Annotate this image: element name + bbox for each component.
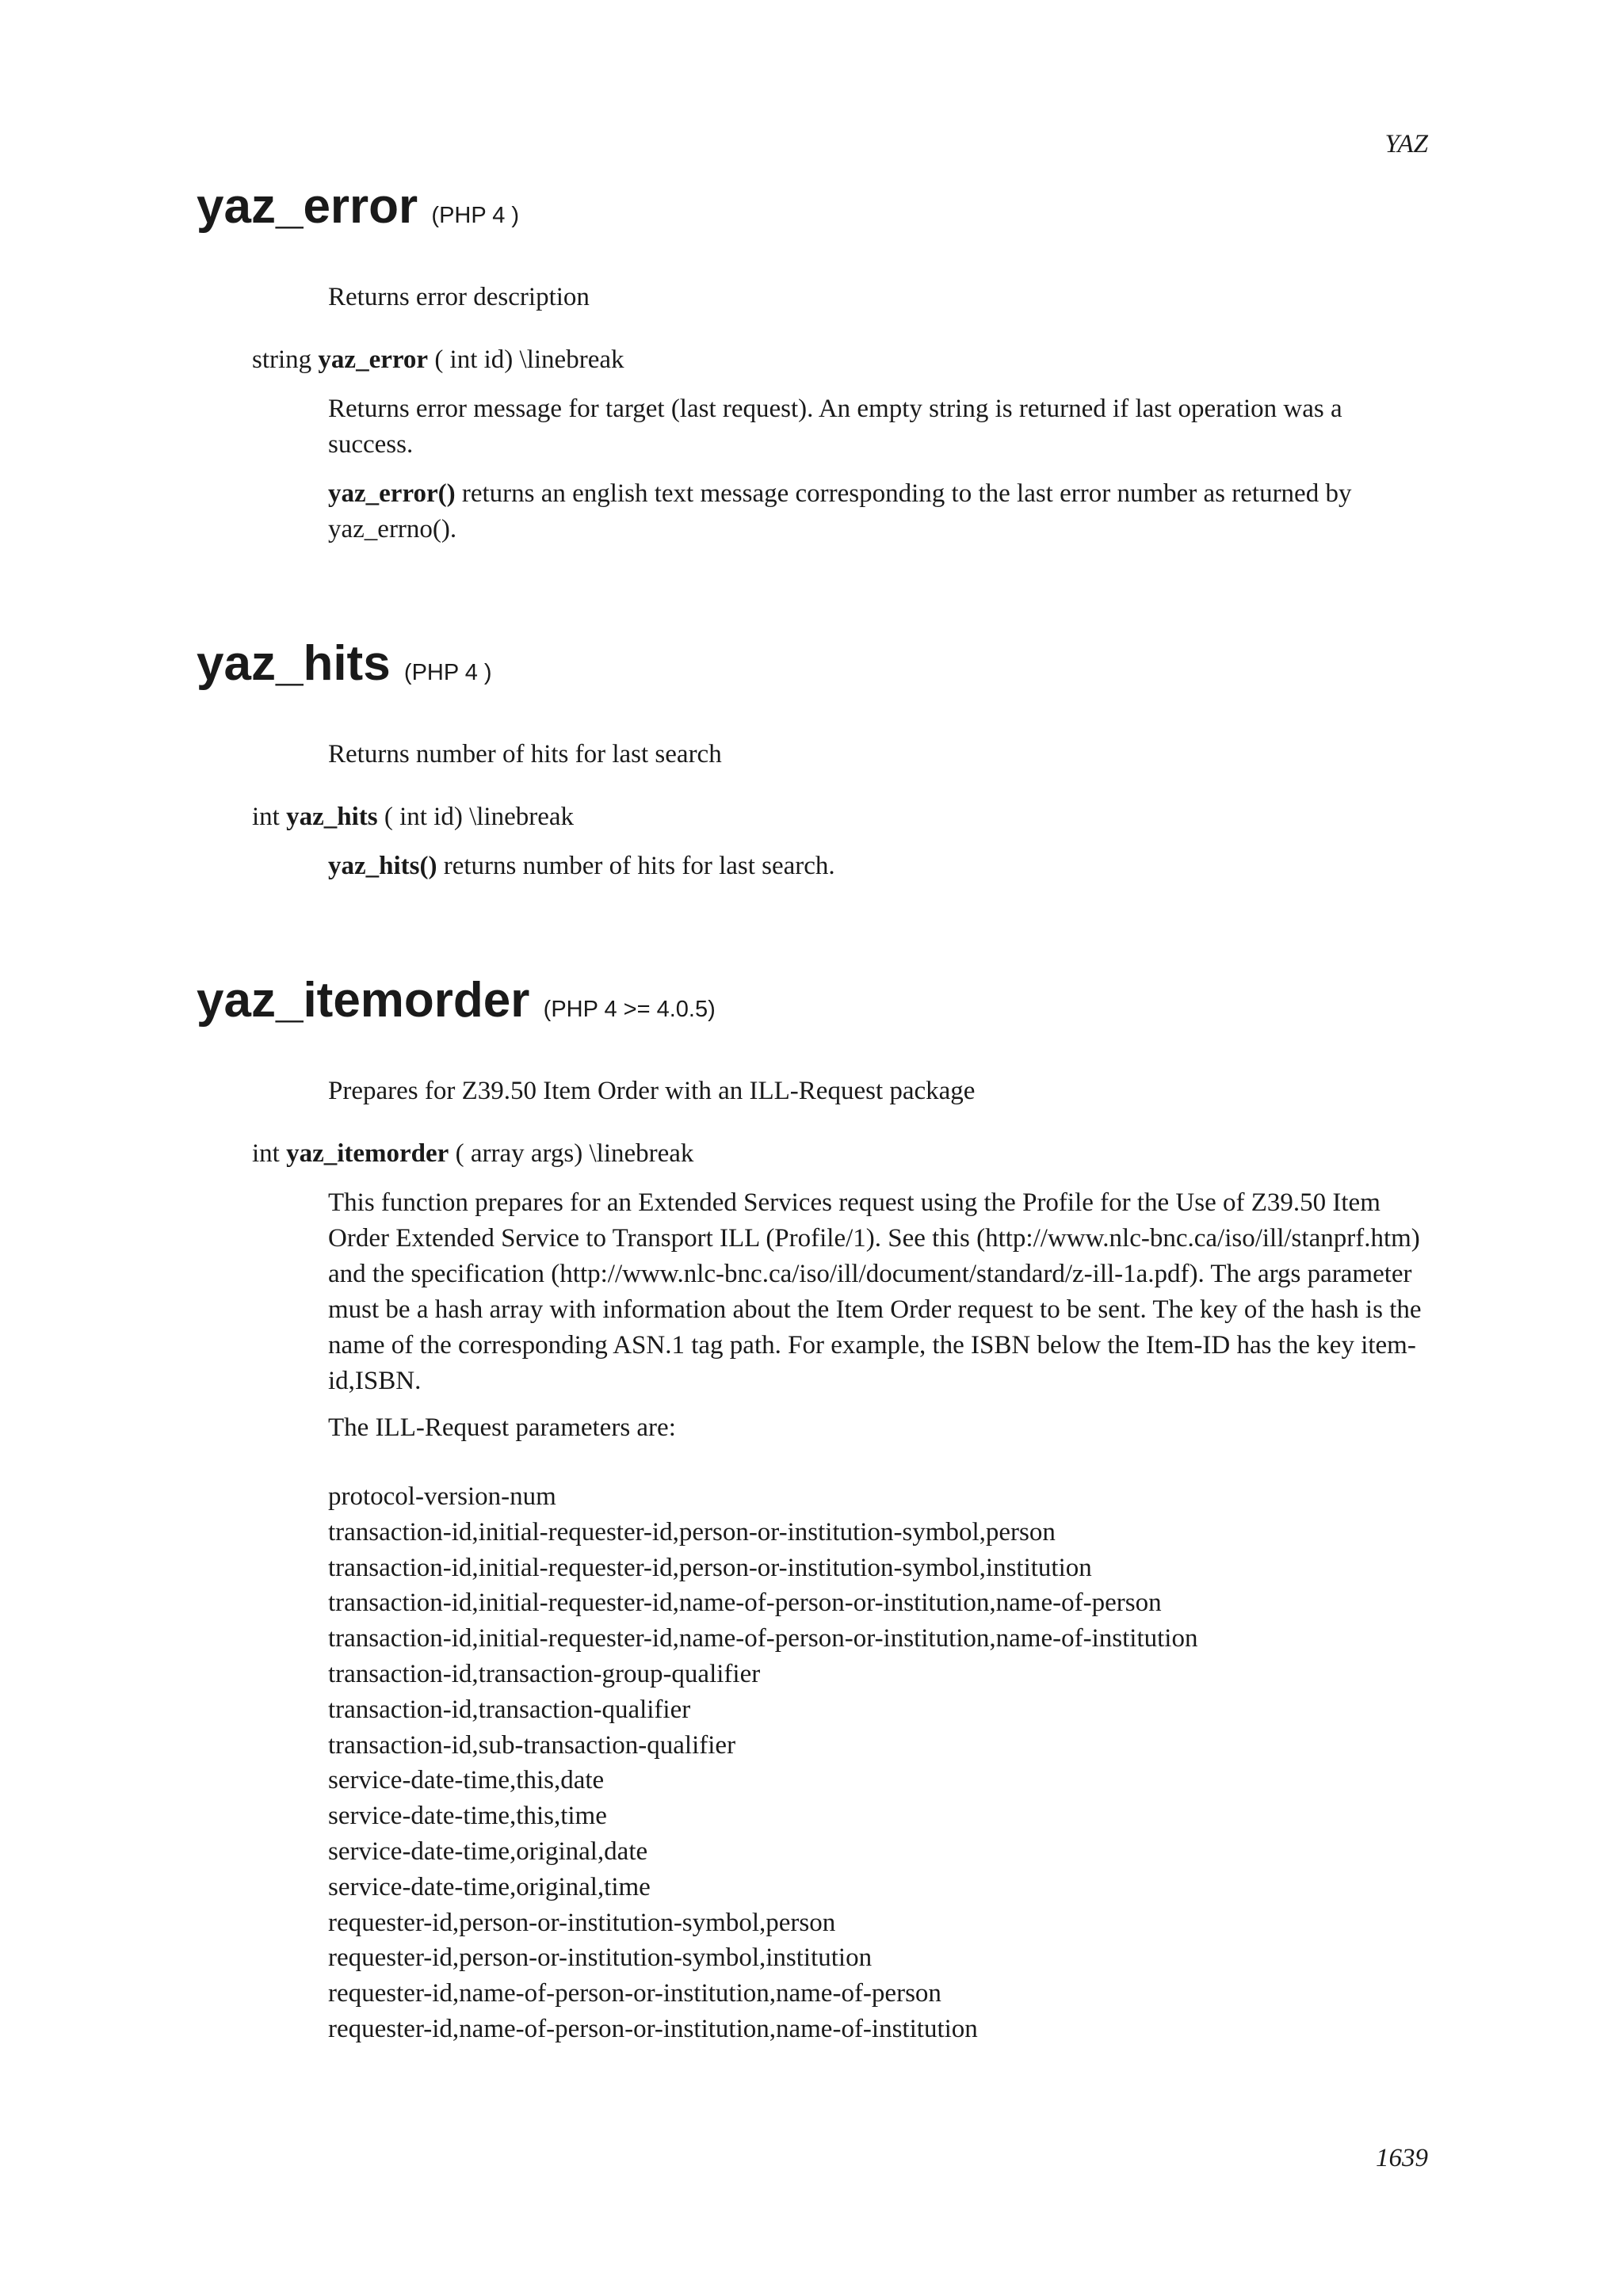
entry-title [197,973,1433,1037]
description-paragraph: This function prepares for an Extended Services request using the Profile for the Use of Z39.50 Item Order Extended Service to Transport ILL (Profile/1). See this (http://www.nlc-bnc.ca/iso/ill/stanprf.htm) and the specification (http://www.nlc-bnc.ca/iso/ill/document/standard/z-ill-1a.pdf). The args parameter must be a hash array with information about the Item Order request to be sent. The key of the hash is the name of the corresponding ASN.1 tag path. For example, the ISBN below the Item-ID has the key item-id,ISBN. [328,1188,1422,1395]
php-version: (PHP 4 >= 4.0.5) [543,997,716,1022]
synopsis-args: ( int id) \linebreak [434,345,624,374]
page-number: 1639 [1376,2144,1428,2172]
return-type: int [252,1139,280,1168]
list-item: protocol-version-num [328,1482,556,1511]
synopsis [252,342,1433,378]
list-item: service-date-time,original,date [328,1836,648,1866]
synopsis-function: yaz_itemorder [286,1139,449,1168]
list-item: transaction-id,transaction-group-qualifier [328,1659,761,1688]
purpose: Returns error description [328,283,590,311]
function-ref: yaz_error() [328,479,456,508]
php-version: (PHP 4 ) [403,660,492,685]
entry-yaz-error [197,179,1433,547]
function-name: yaz_error [197,179,418,234]
function-ref: yaz_hits() [328,852,437,880]
purpose: Prepares for Z39.50 Item Order with an ILL-Request package [328,1077,976,1105]
list-item: requester-id,person-or-institution-symbol,institution [328,1943,873,1973]
list-item: requester-id,person-or-institution-symbol,person [328,1908,836,1937]
entry-yaz-itemorder [197,973,1433,2047]
list-item: transaction-id,initial-requester-id,person-or-institution-symbol,institution [328,1553,1092,1582]
description-paragraph: Returns error message for target (last request). An empty string is returned if last operation was a success. [328,395,1342,459]
list-item: service-date-time,this,time [328,1802,607,1831]
list-item: requester-id,name-of-person-or-institution,name-of-person [328,1979,941,2008]
return-type: int [252,803,280,831]
list-item: transaction-id,initial-requester-id,person-or-institution-symbol,person [328,1517,1056,1547]
list-item: service-date-time,this,date [328,1766,605,1795]
description-paragraph: The ILL-Request parameters are: [328,1413,676,1442]
list-item: transaction-id,initial-requester-id,name-of-person-or-institution,name-of-person [328,1589,1162,1618]
function-name: yaz_itemorder [197,973,530,1028]
synopsis-args: ( array args) \linebreak [455,1139,694,1168]
return-type: string [252,345,312,374]
list-item: requester-id,name-of-person-or-institution,name-of-institution [328,2014,978,2043]
synopsis-function: yaz_error [318,345,429,374]
list-item: service-date-time,original,time [328,1872,651,1901]
entry-title [197,636,1433,700]
php-version: (PHP 4 ) [431,203,520,228]
purpose: Returns number of hits for last search [328,740,722,769]
running-head: YAZ [1384,130,1428,158]
description-paragraph: yaz_hits() returns number of hits for last search. [328,852,835,880]
synopsis [252,1136,1433,1172]
description-paragraph: yaz_error() returns an english text message corresponding to the last error number as returned by yaz_errno(). [328,479,1352,543]
list-item: transaction-id,initial-requester-id,name-of-person-or-institution,name-of-institution [328,1624,1198,1653]
synopsis-args: ( int id) \linebreak [384,803,575,831]
entry-title [197,179,1433,243]
ill-request-parameter-list [328,1479,1433,2047]
synopsis-function: yaz_hits [286,803,378,831]
synopsis [252,799,1433,835]
list-item: transaction-id,transaction-qualifier [328,1695,691,1724]
list-item: transaction-id,sub-transaction-qualifier [328,1730,736,1760]
entry-yaz-hits [197,636,1433,884]
function-name: yaz_hits [197,636,391,691]
